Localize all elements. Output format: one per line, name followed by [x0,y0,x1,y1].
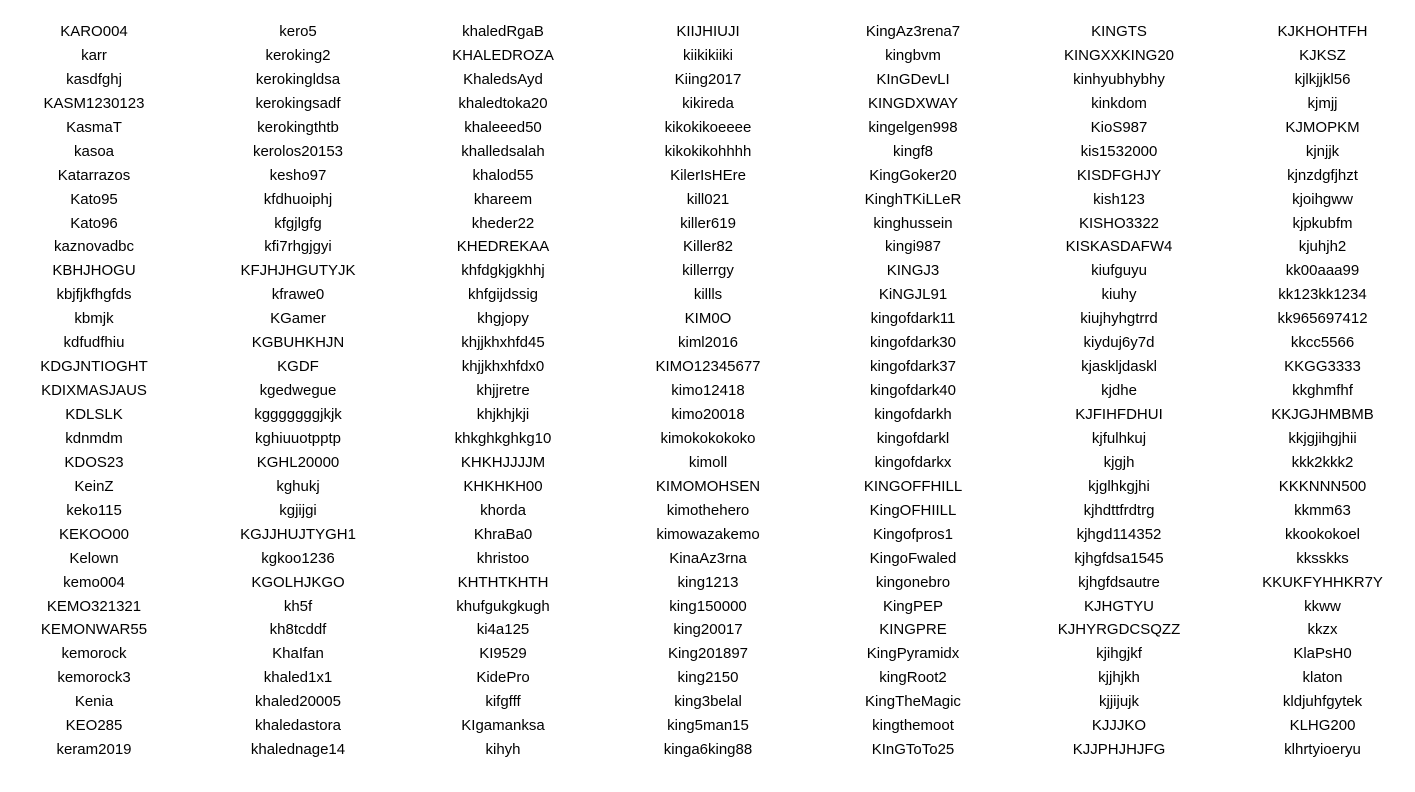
username-cell: kgedwegue [259,382,337,400]
username-cell: kkww [1304,597,1341,615]
username-cell: kiuhy [1101,286,1137,304]
username-cell: klaton [1302,669,1343,687]
username-cell: kjfulhkuj [1091,429,1147,447]
username-cell: kjaskljdaskl [1081,358,1157,376]
username-grid [0,20,1415,762]
username-cell: king1213 [677,573,739,591]
username-cell: KDOS23 [64,453,124,471]
username-cell: king3belal [674,693,742,711]
username-cell: kheder22 [471,214,535,232]
username-cell: kbmjk [74,310,114,328]
username-cell: KINGXXKING20 [1063,46,1175,64]
username-cell: kiujhyhgtrrd [1080,310,1158,328]
username-cell: keko115 [66,501,122,519]
username-cell: kksskks [1296,549,1349,567]
username-cell: King201897 [667,645,749,663]
username-cell: kkmm63 [1294,501,1351,519]
username-cell: khfdgkjgkhhj [461,262,545,280]
username-cell: khjkhjkji [476,406,530,423]
username-cell: kjgjh [1103,453,1135,471]
username-cell: KJHGTYU [1083,597,1154,615]
table-row [0,427,1415,451]
username-cell: kfi7rhgjgyi [264,238,332,256]
username-cell: kingi987 [885,238,941,256]
username-cell: KIMOMOHSEN [655,477,761,495]
username-cell: kjjijujk [1098,693,1139,711]
username-cell: Kiing2017 [674,70,742,88]
username-cell: KinghTKiLLeR [864,190,962,208]
table-row [0,140,1415,164]
username-cell: KJFIHFDHUI [1075,406,1163,423]
username-cell: KINGJ3 [886,262,940,280]
username-cell: kjjhjkh [1098,669,1140,687]
username-cell: KingAz3rena7 [865,23,961,40]
username-cell: KEO285 [65,717,123,735]
username-cell: khgjopy [477,310,529,328]
username-cell: kimoll [688,453,728,471]
username-cell: khareem [473,190,533,208]
username-cell: KGBUHKHJN [251,334,345,352]
username-cell: kingofdark37 [870,358,956,376]
username-cell: KHTHTKHTH [457,573,549,591]
username-cell: kihyh [485,741,521,759]
username-cell: KHEDREKAA [456,238,550,256]
table-row [0,738,1415,762]
username-cell: KingPEP [882,597,944,615]
username-cell: KEKOO00 [58,525,130,543]
username-cell: kk00aaa99 [1285,262,1360,280]
username-cell: kfrawe0 [271,286,325,304]
username-cell: keroking2 [265,46,331,64]
username-cell: kjpkubfm [1292,214,1353,232]
username-cell: kkzx [1307,621,1338,639]
username-cell: KGDF [277,358,319,376]
table-row [0,164,1415,188]
username-cell: KlaPsH0 [1293,645,1352,663]
username-cell: kemorock3 [57,669,131,687]
username-cell: KhaIfan [272,645,324,663]
username-cell: Kato96 [70,214,118,232]
username-cell: kh5f [283,597,313,615]
username-cell: kgkoo1236 [261,549,335,567]
username-cell: king5man15 [667,717,749,735]
username-cell: KDLSLK [65,406,123,423]
username-cell: kk965697412 [1277,310,1368,328]
username-cell: KHKHKH00 [463,477,543,495]
table-row [0,331,1415,355]
username-cell: kjdhe [1101,382,1137,400]
username-cell: kis1532000 [1080,142,1158,160]
username-cell: KingTheMagic [865,693,961,711]
username-cell: kgjijgi [279,501,317,519]
username-cell: KHALEDROZA [452,46,554,64]
username-cell: kingofdarkx [874,453,952,471]
username-cell: kjoihgww [1292,190,1353,208]
username-cell: kghukj [276,477,320,495]
username-cell: KINGDXWAY [867,94,958,112]
username-cell: khaledastora [255,717,341,735]
username-cell: KEMONWAR55 [40,621,148,639]
username-cell: KInGDevLI [876,70,950,88]
table-row [0,44,1415,68]
username-cell: kjmjj [1307,94,1338,112]
username-cell: kingofdarkl [876,429,950,447]
username-cell: kjuhjh2 [1298,238,1347,256]
username-cell: kinkdom [1091,94,1147,112]
username-cell: KISKASDAFW4 [1065,238,1173,256]
username-cell: kasdfghj [66,70,122,88]
username-cell: kkk2kkk2 [1291,453,1354,471]
username-cell: kingofdarkh [874,406,952,423]
username-cell: kingofdark11 [870,310,956,328]
username-cell: kaznovadbc [53,238,135,256]
username-cell: KHKHJJJJM [460,453,546,471]
table-row [0,68,1415,92]
username-cell: kiikikiiki [683,46,733,64]
username-cell: Killer82 [682,238,734,256]
table-row [0,547,1415,571]
username-cell: kingf8 [892,142,934,160]
table-row [0,595,1415,619]
table-row [0,259,1415,283]
username-cell: KingoFwaled [869,549,957,567]
username-cell: kh8tcddf [269,621,327,639]
username-cell: khjjkhxhfdx0 [461,358,545,376]
username-cell: killerrgy [682,262,734,280]
username-cell: Kenia [74,693,114,711]
username-cell: Katarrazos [57,166,131,184]
username-cell: kjhgfdsautre [1078,573,1160,591]
username-cell: kbjfjkfhgfds [56,286,132,304]
username-cell: karr [81,46,107,64]
username-cell: kjihgjkf [1096,645,1142,663]
username-cell: KKKNNN500 [1278,477,1367,495]
username-cell: KIIJHIUJI [676,23,740,40]
username-cell: khorda [480,501,526,519]
table-row [0,451,1415,475]
username-cell: king150000 [669,597,747,615]
username-cell: KJKHOHTFH [1277,23,1368,40]
username-cell: KingGoker20 [869,166,957,184]
username-cell: KDGJNTIOGHT [40,358,148,376]
username-cell: kinga6king88 [663,741,753,759]
username-cell: kiyduj6y7d [1083,334,1155,352]
username-cell: KINGPRE [879,621,947,639]
username-cell: kfgjlgfg [274,214,322,232]
username-cell: kingthemoot [872,717,954,735]
username-cell: KhaledsAyd [463,70,543,88]
username-cell: KEMO321321 [46,597,142,615]
username-cell: Kingofpros1 [872,525,954,543]
table-row [0,212,1415,236]
table-row [0,235,1415,259]
username-cell: KFJHJHGUTYJK [240,262,356,280]
username-cell: kldjuhfgytek [1282,693,1363,711]
username-cell: Kato95 [70,190,118,208]
username-cell: KBHJHOGU [52,262,136,280]
table-row [0,355,1415,379]
username-cell: kjlkjjkl56 [1294,70,1351,88]
username-cell: KinaAz3rna [669,549,747,567]
username-cell: KJHYRGDCSQZZ [1057,621,1181,639]
username-cell: KGHL20000 [256,453,340,471]
table-row [0,714,1415,738]
username-cell: kill021 [686,190,730,208]
username-cell: KiNGJL91 [878,286,948,304]
username-cell: kjhdttfrdtrg [1083,501,1155,519]
username-cell: KARO004 [60,23,128,40]
username-cell: kjnjjk [1305,142,1340,160]
username-cell: KilerIsHEre [670,166,746,184]
table-row [0,666,1415,690]
username-cell: khalod55 [472,166,534,184]
username-cell: KASM1230123 [43,94,145,112]
username-cell: killer619 [680,214,736,232]
username-cell: kingofdark40 [870,382,956,400]
username-cell: KJMOPKM [1285,118,1360,136]
table-row [0,690,1415,714]
username-cell: kkjgjihgjhii [1288,429,1357,447]
table-row [0,475,1415,499]
username-cell: kerokingthtb [257,118,339,136]
username-cell: kemorock [61,645,127,663]
username-cell: KGOLHJKGO [251,573,345,591]
username-cell: KIgamanksa [461,717,545,735]
username-cell: KIM0O [684,310,732,328]
username-cell: KidePro [476,669,530,687]
username-cell: KInGToTo25 [871,741,955,759]
username-cell: khufgukgkugh [456,597,550,615]
username-cell: khkghkghkg10 [454,429,552,447]
username-cell: kingofdark30 [870,334,956,352]
username-cell: khjjretre [476,382,530,400]
username-cell: kghiuuotpptp [255,429,341,447]
username-cell: KGamer [270,310,326,328]
username-cell: KasmaT [66,118,122,136]
username-cell: KKUKFYHHKR7Y [1262,573,1383,591]
username-cell: keram2019 [56,741,132,759]
username-cell: KingOFHIILL [869,501,957,519]
username-cell: kerokingldsa [255,70,341,88]
username-cell: kkghmfhf [1292,382,1353,400]
username-cell: khjjkhxhfd45 [461,334,545,352]
table-row [0,307,1415,331]
username-cell: kero5 [279,23,317,40]
table-row [0,283,1415,307]
username-cell: kimokokokoko [660,429,756,447]
table-row [0,523,1415,547]
table-row [0,642,1415,666]
username-cell: kiml2016 [677,334,739,352]
username-cell: kimothehero [666,501,750,519]
username-cell: khaleeed50 [464,118,542,136]
username-cell: KISDFGHJY [1076,166,1162,184]
table-row [0,116,1415,140]
username-cell: kimo12418 [671,382,745,400]
username-cell: KGJJHUJTYGH1 [240,525,356,543]
username-cell: kinhyubhybhy [1073,70,1165,88]
username-cell: Kelown [69,549,119,567]
username-cell: KhraBa0 [473,525,533,543]
username-cell: KioS987 [1090,118,1148,136]
table-row [0,92,1415,116]
username-cell: kesho97 [269,166,327,184]
username-cell: KISHO3322 [1078,214,1160,232]
username-cell: KJJJKO [1091,717,1147,735]
username-cell: khaled1x1 [263,669,333,687]
username-cell: kjglhkgjhi [1088,477,1150,495]
username-cell: kjhgd114352 [1076,525,1162,543]
username-cell: KINGTS [1091,23,1147,40]
username-cell: kifgfff [485,693,521,711]
username-cell: kiufguyu [1091,262,1147,280]
username-cell: kingRoot2 [879,669,947,687]
username-cell: king2150 [677,669,739,687]
username-cell: khaledtoka20 [458,94,548,112]
table-row [0,403,1415,427]
username-cell: kk123kk1234 [1278,286,1367,304]
username-cell: kkcc5566 [1290,334,1355,352]
username-cell: kingbvm [885,46,941,64]
table-row [0,20,1415,44]
username-cell: ki4a125 [476,621,530,639]
username-cell: kimowazakemo [656,525,760,543]
username-cell: kjnzdgfjhzt [1287,166,1358,184]
table-row [0,618,1415,642]
table-row [0,571,1415,595]
table-row [0,379,1415,403]
username-cell: KINGOFFHILL [863,477,963,495]
username-cell: killls [693,286,723,304]
username-cell: kerokingsadf [255,94,341,112]
username-cell: KDIXMASJAUS [41,382,147,400]
username-cell: KLHG200 [1289,717,1356,735]
username-cell: kdnmdm [65,429,123,447]
username-cell: khalledsalah [461,142,545,160]
username-cell: KKGG3333 [1284,358,1361,376]
username-cell: king20017 [673,621,743,639]
username-cell: kgggggggjkjk [254,406,342,423]
username-cell: kikireda [682,94,734,112]
username-cell: kdfudfhiu [63,334,125,352]
username-cell: kimo20018 [671,406,745,423]
username-cell: khalednage14 [250,741,346,759]
username-cell: KJKSZ [1299,46,1346,64]
username-cell: khristoo [476,549,530,567]
username-cell: KJJPHJHJFG [1072,741,1166,759]
username-cell: KingPyramidx [866,645,960,663]
username-cell: khfgijdssig [467,286,539,304]
username-cell: khaled20005 [255,693,341,711]
username-cell: kikokikohhhh [664,142,752,160]
username-cell: kasoa [73,142,115,160]
username-cell: khaledRgaB [462,23,544,40]
username-cell: kinghussein [873,214,953,232]
username-cell: kingelgen998 [868,118,958,136]
username-cell: kkookokoel [1284,525,1361,543]
username-cell: kfdhuoiphj [263,190,333,208]
username-cell: kjhgfdsa1545 [1074,549,1164,567]
username-cell: klhrtyioeryu [1284,741,1361,759]
table-row [0,499,1415,523]
username-cell: kingonebro [875,573,951,591]
username-cell: kemo004 [63,573,125,591]
table-row [0,188,1415,212]
username-cell: KI9529 [479,645,527,663]
username-cell: kikokikoeeee [664,118,752,136]
username-cell: kish123 [1093,190,1145,208]
username-cell: KIMO12345677 [655,358,761,376]
username-cell: KKJGJHMBMB [1271,406,1374,423]
username-cell: KeinZ [74,477,114,495]
username-cell: kerolos20153 [252,142,344,160]
